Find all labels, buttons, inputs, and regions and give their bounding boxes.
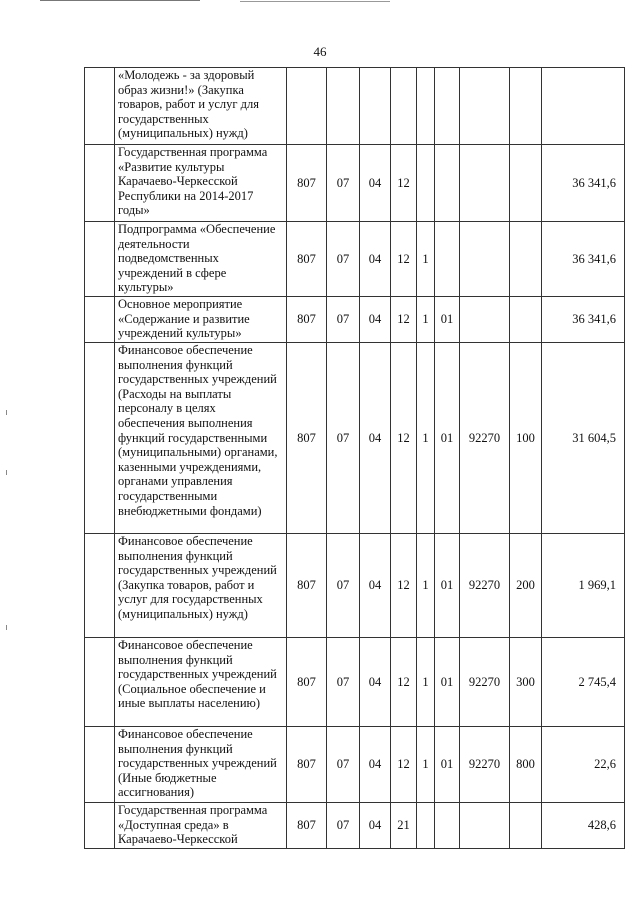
code-cell: 1 bbox=[417, 343, 435, 534]
code-cell bbox=[417, 145, 435, 222]
code-cell bbox=[435, 68, 460, 145]
table-row bbox=[85, 68, 625, 145]
table-row bbox=[85, 343, 625, 534]
code-cell: 04 bbox=[360, 145, 391, 222]
row-name: Государственная программа «Доступная среда» в Карачаево-Черкесской bbox=[115, 803, 287, 849]
code-cell: 01 bbox=[435, 638, 460, 727]
blank-cell bbox=[85, 145, 115, 222]
code-cell bbox=[435, 145, 460, 222]
code-cell: 92270 bbox=[460, 638, 510, 727]
table-row bbox=[85, 222, 625, 297]
row-name: Финансовое обеспечение выполнения функций государственных учреждений (Закупка товаров, работ и услуг для государственных (муниципальных) нужд) bbox=[115, 534, 287, 638]
code-cell: 07 bbox=[327, 803, 360, 849]
code-cell: 01 bbox=[435, 343, 460, 534]
code-cell: 01 bbox=[435, 727, 460, 803]
row-name: Финансовое обеспечение выполнения функций государственных учреждений (Расходы на выплаты персоналу в целях обеспечения выполнения функций государственными (муниципальными) органами, казенными учреждениями, органами управления государственными внебюджетными фондами) bbox=[115, 343, 287, 534]
amount-cell: 428,6 bbox=[542, 803, 625, 849]
code-cell bbox=[460, 145, 510, 222]
code-cell bbox=[460, 222, 510, 297]
amount-cell: 31 604,5 bbox=[542, 343, 625, 534]
code-cell bbox=[510, 68, 542, 145]
code-cell bbox=[360, 68, 391, 145]
code-cell: 01 bbox=[435, 534, 460, 638]
table-row bbox=[85, 803, 625, 849]
blank-cell bbox=[85, 297, 115, 343]
row-name: Подпрограмма «Обеспечение деятельности подведомственных учреждений в сфере культуры» bbox=[115, 222, 287, 297]
code-cell bbox=[510, 145, 542, 222]
code-cell: 100 bbox=[510, 343, 542, 534]
amount-cell: 1 969,1 bbox=[542, 534, 625, 638]
code-cell: 12 bbox=[391, 145, 417, 222]
amount-cell bbox=[542, 68, 625, 145]
code-cell: 807 bbox=[287, 297, 327, 343]
code-cell: 807 bbox=[287, 803, 327, 849]
amount-cell: 36 341,6 bbox=[542, 145, 625, 222]
code-cell: 04 bbox=[360, 534, 391, 638]
code-cell: 07 bbox=[327, 638, 360, 727]
code-cell: 07 bbox=[327, 222, 360, 297]
blank-cell bbox=[85, 534, 115, 638]
code-cell: 04 bbox=[360, 297, 391, 343]
scan-mark bbox=[6, 625, 12, 630]
code-cell: 92270 bbox=[460, 534, 510, 638]
code-cell: 807 bbox=[287, 222, 327, 297]
blank-cell bbox=[85, 343, 115, 534]
table-row bbox=[85, 297, 625, 343]
amount-cell: 36 341,6 bbox=[542, 297, 625, 343]
code-cell bbox=[460, 297, 510, 343]
code-cell: 12 bbox=[391, 343, 417, 534]
code-cell: 92270 bbox=[460, 727, 510, 803]
table-row bbox=[85, 145, 625, 222]
scan-edge-line bbox=[40, 0, 200, 1]
code-cell: 04 bbox=[360, 638, 391, 727]
code-cell: 01 bbox=[435, 297, 460, 343]
code-cell: 92270 bbox=[460, 343, 510, 534]
code-cell: 1 bbox=[417, 534, 435, 638]
code-cell: 12 bbox=[391, 638, 417, 727]
row-name: Финансовое обеспечение выполнения функций государственных учреждений (Иные бюджетные ассигнования) bbox=[115, 727, 287, 803]
row-name: Государственная программа «Развитие культуры Карачаево-Черкесской Республики на 2014-2017 годы» bbox=[115, 145, 287, 222]
budget-table bbox=[84, 67, 625, 849]
code-cell bbox=[287, 68, 327, 145]
code-cell: 12 bbox=[391, 534, 417, 638]
scan-mark bbox=[6, 410, 12, 415]
code-cell: 807 bbox=[287, 145, 327, 222]
code-cell: 1 bbox=[417, 222, 435, 297]
code-cell: 07 bbox=[327, 727, 360, 803]
page-number: 46 bbox=[313, 44, 327, 59]
code-cell bbox=[510, 297, 542, 343]
code-cell: 12 bbox=[391, 222, 417, 297]
blank-cell bbox=[85, 68, 115, 145]
code-cell bbox=[417, 68, 435, 145]
blank-cell bbox=[85, 222, 115, 297]
amount-cell: 22,6 bbox=[542, 727, 625, 803]
blank-cell bbox=[85, 803, 115, 849]
code-cell: 12 bbox=[391, 727, 417, 803]
code-cell: 07 bbox=[327, 297, 360, 343]
amount-cell: 2 745,4 bbox=[542, 638, 625, 727]
row-name: Основное мероприятие «Содержание и развитие учреждений культуры» bbox=[115, 297, 287, 343]
code-cell: 807 bbox=[287, 534, 327, 638]
code-cell: 07 bbox=[327, 343, 360, 534]
code-cell: 04 bbox=[360, 727, 391, 803]
code-cell: 04 bbox=[360, 343, 391, 534]
code-cell bbox=[417, 803, 435, 849]
code-cell: 807 bbox=[287, 638, 327, 727]
code-cell bbox=[327, 68, 360, 145]
code-cell: 21 bbox=[391, 803, 417, 849]
code-cell: 07 bbox=[327, 145, 360, 222]
row-name: Финансовое обеспечение выполнения функций государственных учреждений (Социальное обеспечение и иные выплаты населению) bbox=[115, 638, 287, 727]
code-cell bbox=[460, 68, 510, 145]
code-cell bbox=[391, 68, 417, 145]
table-row bbox=[85, 534, 625, 638]
scan-edge-line bbox=[240, 1, 390, 2]
code-cell: 04 bbox=[360, 803, 391, 849]
code-cell bbox=[460, 803, 510, 849]
row-name: «Молодежь - за здоровый образ жизни!» (Закупка товаров, работ и услуг для государственных (муниципальных) нужд) bbox=[115, 68, 287, 145]
table-row bbox=[85, 638, 625, 727]
amount-cell: 36 341,6 bbox=[542, 222, 625, 297]
code-cell: 300 bbox=[510, 638, 542, 727]
blank-cell bbox=[85, 638, 115, 727]
code-cell bbox=[510, 803, 542, 849]
code-cell: 1 bbox=[417, 297, 435, 343]
code-cell bbox=[510, 222, 542, 297]
code-cell bbox=[435, 222, 460, 297]
code-cell: 807 bbox=[287, 727, 327, 803]
code-cell: 200 bbox=[510, 534, 542, 638]
code-cell: 807 bbox=[287, 343, 327, 534]
scan-mark bbox=[6, 470, 12, 475]
code-cell: 800 bbox=[510, 727, 542, 803]
code-cell: 12 bbox=[391, 297, 417, 343]
code-cell: 04 bbox=[360, 222, 391, 297]
code-cell: 07 bbox=[327, 534, 360, 638]
code-cell: 1 bbox=[417, 638, 435, 727]
table-row bbox=[85, 727, 625, 803]
code-cell: 1 bbox=[417, 727, 435, 803]
code-cell bbox=[435, 803, 460, 849]
blank-cell bbox=[85, 727, 115, 803]
